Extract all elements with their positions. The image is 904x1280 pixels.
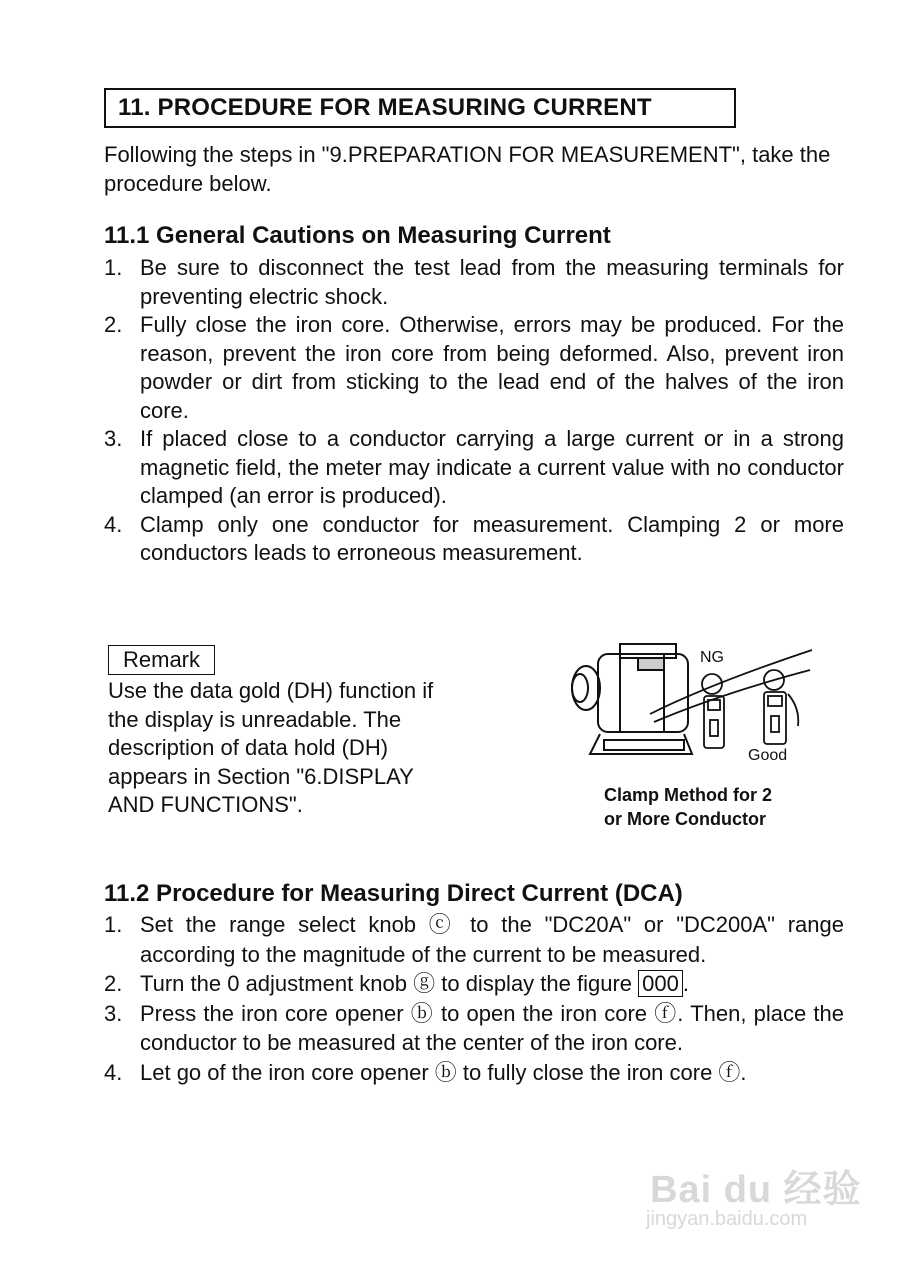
- baidu-watermark: [640, 1150, 870, 1250]
- list-item: [104, 999, 844, 1058]
- item-text: Let go of the iron core opener ⓑ to fully close the iron core ⓕ.: [140, 1059, 747, 1085]
- list-item: [104, 311, 844, 425]
- item-number: 1.: [104, 255, 123, 280]
- item-number: 3.: [104, 426, 123, 451]
- section-heading-general-cautions: 11.1 General Cautions on Measuring Current: [104, 222, 611, 249]
- good-label: Good: [748, 747, 788, 764]
- item-number: 1.: [104, 912, 123, 937]
- item-text: [140, 969, 844, 999]
- remark-label: Remark: [108, 645, 215, 675]
- clamp-method-illustration: [560, 636, 820, 776]
- dca-procedure-list: [104, 910, 844, 1087]
- item-number: 2.: [104, 312, 123, 337]
- ng-label: NG: [700, 649, 724, 666]
- item-number: 3.: [104, 1000, 123, 1026]
- cautions-list: [104, 254, 844, 568]
- item-text: If placed close to a conductor carrying a large current or in a strong magnetic field, the meter may indicate a current value with no conductor clamped (an error is produced).: [140, 426, 844, 508]
- section-heading-dca: 11.2 Procedure for Measuring Direct Current (DCA): [104, 880, 683, 907]
- list-item: [104, 910, 844, 969]
- item-text-part: Turn the 0 adjustment knob ⓖ to display the figure: [140, 971, 639, 996]
- item-text: Clamp only one conductor for measurement. Clamping 2 or more conductors leads to erroneous measurement.: [140, 511, 844, 565]
- list-item: [104, 425, 844, 511]
- list-item: [104, 1058, 844, 1088]
- remark-text: Use the data gold (DH) function if the display is unreadable. The description of data hold (DH) appears in Section "6.DISPLAY AND FUNCTIONS".: [108, 678, 434, 817]
- intro-paragraph: Following the steps in "9.PREPARATION FOR MEASUREMENT", take the procedure below.: [104, 142, 831, 196]
- figure-caption: [604, 783, 772, 831]
- list-item: [104, 254, 844, 311]
- motor-drawing: [572, 644, 692, 754]
- page-title: 11. PROCEDURE FOR MEASURING CURRENT: [104, 88, 736, 128]
- watermark-url: jingyan.baidu.com: [646, 1208, 808, 1230]
- item-text: Set the range select knob ⓒ to the "DC20A" or "DC200A" range according to the magnitude of the current to be measured.: [140, 912, 844, 967]
- item-number: 4.: [104, 511, 123, 537]
- conductor-wires: [650, 650, 812, 722]
- item-text-part: .: [682, 971, 689, 996]
- item-text: Press the iron core opener ⓑ to open the iron core ⓕ. Then, place the conductor to be measured at the center of the iron core.: [140, 1000, 844, 1055]
- item-text: Fully close the iron core. Otherwise, errors may be produced. For the reason, prevent the iron core from being deformed. Also, prevent iron powder or dirt from sticking to the lead end of the halves of the iron core.: [140, 312, 844, 423]
- item-text: Be sure to disconnect the test lead from the measuring terminals for preventing electric shock.: [140, 255, 844, 309]
- caption-line: or More Conductor: [604, 809, 766, 829]
- item-number: 4.: [104, 1059, 123, 1085]
- list-item: [104, 969, 844, 999]
- watermark-logo: Bai du 经验: [650, 1169, 862, 1211]
- display-figure-box: 000: [638, 970, 683, 997]
- list-item: [104, 511, 844, 568]
- caption-line: Clamp Method for 2: [604, 785, 773, 805]
- item-number: 2.: [104, 971, 123, 996]
